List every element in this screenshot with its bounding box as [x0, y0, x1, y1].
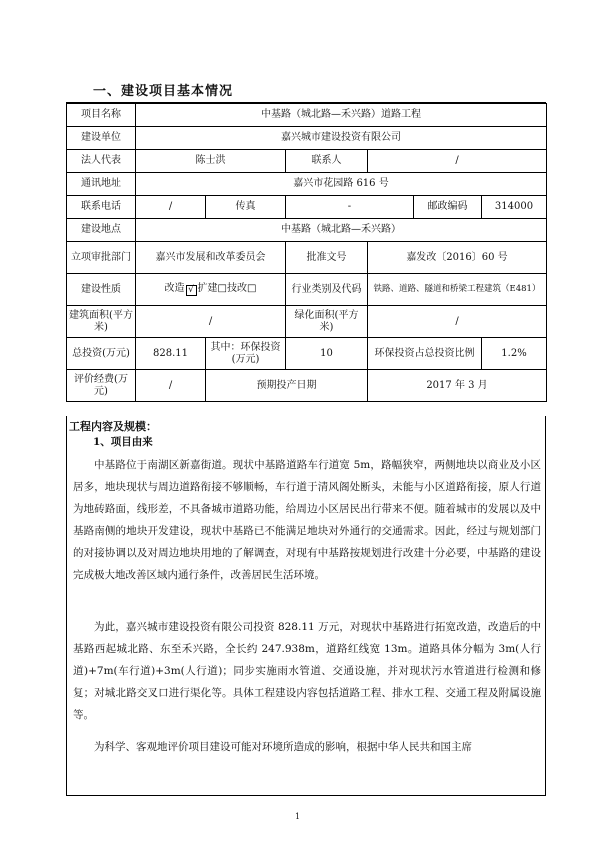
postcode-value: 314000 — [482, 196, 547, 219]
nature-checkbox-checked: √ — [186, 285, 197, 296]
phone-value: / — [136, 196, 206, 219]
phone-label: 联系电话 — [67, 196, 136, 219]
content-paragraph-2: 为此，嘉兴城市建设投资有限公司投资 828.11 万元，对现状中基路进行拓宽改造，改造后的中基路西起城北路、东至禾兴路，全长约 247.938m，道路红线宽 13m。道路具体分幅为 3m(人行道)+7m(车行道)+3m(人行道)；同步实施雨水管道、交通设施，并对现状污水管道进行检测和修复；对城北路交叉口进行渠化等。具体工程建设内容包括道路工程、排水工程、交通工程及附属设施等。 — [73, 621, 541, 721]
fax-label: 传真 — [206, 196, 286, 219]
project-name-label: 项目名称 — [67, 104, 136, 127]
row-builder — [67, 127, 547, 150]
project-content-section — [66, 416, 546, 796]
eval-fee-value: / — [136, 370, 206, 402]
section-title: 一、建设项目基本情况 — [93, 84, 234, 99]
total-invest-value: 828.11 — [136, 338, 206, 370]
legal-rep-value: 陈士洪 — [136, 150, 286, 173]
content-heading: 工程内容及规模： — [69, 420, 157, 433]
nature-value — [136, 274, 286, 306]
eval-fee-label: 评价经费(万元) — [67, 370, 136, 402]
approval-dept-label: 立项审批部门 — [67, 242, 136, 274]
env-invest-value: 10 — [286, 338, 368, 370]
nature-label: 建设性质 — [67, 274, 136, 306]
contact-value: / — [368, 150, 547, 173]
row-approval — [67, 242, 547, 274]
building-area-label: 建筑面积(平方米) — [67, 306, 136, 338]
expected-date-label: 预期投产日期 — [206, 370, 368, 402]
location-label: 建设地点 — [67, 219, 136, 242]
industry-value: 铁路、道路、隧道和桥梁工程建筑（E481） — [368, 274, 547, 306]
row-nature — [67, 274, 547, 306]
builder-value: 嘉兴城市建设投资有限公司 — [136, 127, 547, 150]
expected-date-value: 2017 年 3 月 — [368, 370, 547, 402]
row-address — [67, 173, 547, 196]
fax-value: - — [286, 196, 414, 219]
address-value: 嘉兴市花园路 616 号 — [136, 173, 547, 196]
row-legal-rep — [67, 150, 547, 173]
row-area — [67, 306, 547, 338]
green-area-label: 绿化面积(平方米) — [286, 306, 368, 338]
approval-dept-value: 嘉兴市发展和改革委员会 — [136, 242, 286, 274]
row-location — [67, 219, 547, 242]
page-number: 1 — [294, 812, 301, 821]
env-ratio-label: 环保投资占总投资比例 — [368, 338, 482, 370]
content-paragraph-1: 中基路位于南湖区新嘉街道。现状中基路道路车行道宽 5m，路幅狭窄，两侧地块以商业及小区居多，地块现状与周边道路衔接不够顺畅，车行道于清风阁处断头，未能与小区道路衔接，原人行道为地砖路面，线形差，不具备城市道路功能，给周边小区居民出行带来不便。随着城市的发展以及中基路南侧的地块开发建设，现状中基路已不能满足地块对外通行的交通需求。因此，经过与规划部门的对接协调以及对周边地块用地的了解调查，对现有中基路按规划进行改建十分必要，中基路的建设完成极大地改善区域内通行条件，改善居民生活环境。 — [73, 459, 541, 581]
row-project-name — [67, 104, 547, 127]
approval-no-value: 嘉发改〔2016〕60 号 — [368, 242, 547, 274]
builder-label: 建设单位 — [67, 127, 136, 150]
address-label: 通讯地址 — [67, 173, 136, 196]
approval-no-label: 批准文号 — [286, 242, 368, 274]
nature-option-rest: 扩建□技改□ — [197, 283, 257, 294]
green-area-value: / — [368, 306, 547, 338]
row-eval — [67, 370, 547, 402]
location-value: 中基路（城北路—禾兴路） — [136, 219, 547, 242]
content-subheading: 1、项目由来 — [93, 436, 153, 448]
env-ratio-value: 1.2% — [482, 338, 547, 370]
env-invest-label: 其中：环保投资(万元) — [206, 338, 286, 370]
legal-rep-label: 法人代表 — [67, 150, 136, 173]
postcode-label: 邮政编码 — [414, 196, 482, 219]
row-phone — [67, 196, 547, 219]
row-invest — [67, 338, 547, 370]
project-name-value: 中基路（城北路—禾兴路）道路工程 — [136, 104, 547, 127]
content-paragraph-3: 为科学、客观地评价项目建设可能对环境所造成的影响，根据中华人民共和国主席 — [94, 741, 472, 753]
industry-label: 行业类别及代码 — [286, 274, 368, 306]
project-info-table — [66, 103, 547, 402]
contact-label: 联系人 — [286, 150, 368, 173]
nature-option-gaizao: 改造 — [164, 283, 185, 294]
building-area-value: / — [136, 306, 286, 338]
total-invest-label: 总投资(万元) — [67, 338, 136, 370]
